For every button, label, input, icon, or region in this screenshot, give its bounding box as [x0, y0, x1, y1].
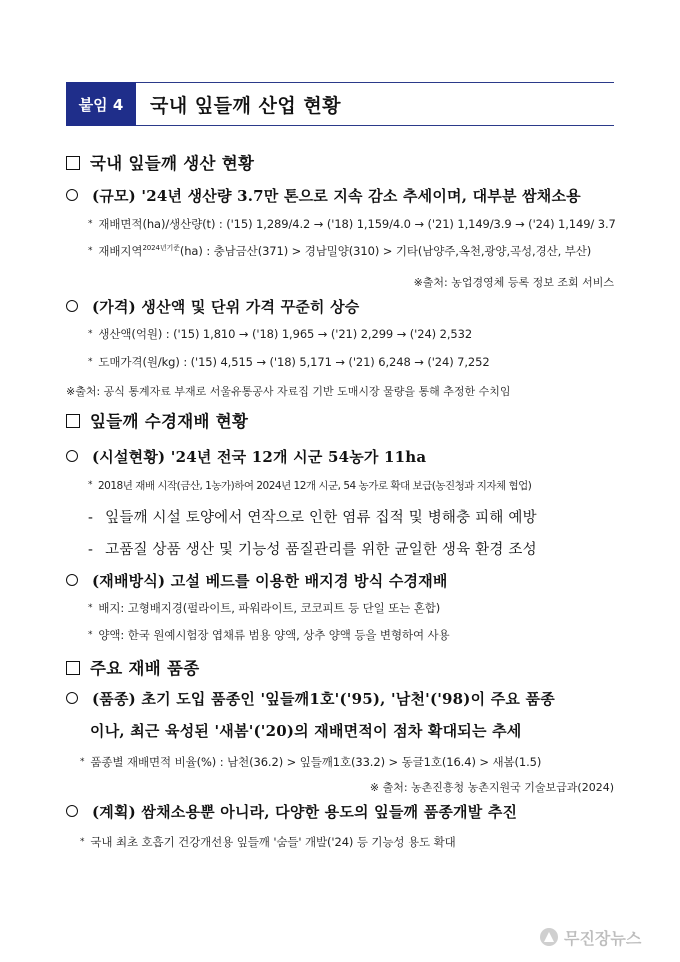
asterisk-icon: * [80, 837, 85, 847]
section-heading-text: 주요 재배 품종 [90, 659, 200, 678]
asterisk-icon: * [88, 329, 93, 339]
circle-bullet-icon [66, 300, 78, 312]
note-sumdeul [80, 834, 456, 850]
bullet-text: (계획) 쌈채소용뿐 아니라, 다양한 용도의 잎들깨 품종개발 추진 [92, 803, 518, 821]
section-heading-varieties [66, 655, 200, 679]
circle-bullet-icon [66, 574, 78, 586]
circle-bullet-icon [66, 692, 78, 704]
checkbox-square-icon [66, 414, 80, 428]
note-text: 품종별 재배면적 비율(%) : 남천(36.2) > 잎들깨1호(33.2) > 동글1호(16.4) > 새봄(1.5) [90, 755, 542, 769]
circle-bullet-icon [66, 189, 78, 201]
note-text: 도매가격(원/kg) : ('15) 4,515 → ('18) 5,171 → ('21) 6,248 → ('24) 7,252 [98, 355, 490, 369]
bullet-variety [66, 688, 555, 709]
note-text: (ha) : 충남금산(371) > 경남밀양(310) > 기타(남양주,옥천,광양,곡성,경산, 부산) [179, 244, 592, 258]
bullet-scale [66, 185, 581, 206]
section-heading-hydroponic [66, 408, 248, 432]
watermark [540, 924, 670, 950]
note-text: 재배지역 [98, 244, 143, 258]
bullet-facility [66, 446, 426, 467]
bullet-plan [66, 801, 517, 822]
section-heading-production [66, 150, 254, 174]
note-text: 2018년 재배 시작(금산, 1농가)하여 2024년 12개 시군, 54 농가로 확대 보급(농진청과 지자체 협업) [98, 480, 532, 492]
source-note: ※출처: 농업경영체 등록 정보 조회 서비스 [413, 276, 614, 289]
note-text: 생산액(억원) : ('15) 1,810 → ('18) 1,965 → ('21) 2,299 → ('24) 2,532 [98, 327, 473, 341]
asterisk-icon: * [80, 757, 85, 767]
source-note: ※ 출처: 농촌진흥청 농촌지원국 기술보급과(2024) [369, 781, 614, 794]
note-text: 양액: 한국 원예시험장 엽채류 범용 양액, 상추 양액 등을 변형하여 사용 [98, 628, 450, 642]
note-medium [88, 600, 440, 616]
dash-icon: - [88, 510, 94, 526]
note-nutrient [88, 627, 450, 643]
section-heading-text: 국내 잎들깨 생산 현황 [90, 154, 255, 173]
note-text: 배지: 고형배지경(펄라이트, 파워라이트, 코코피트 등 단일 또는 혼합) [98, 601, 441, 615]
bullet-text: (시설현황) '24년 전국 12개 시군 54농가 11ha [92, 448, 427, 466]
note-wholesale-price [88, 354, 490, 370]
asterisk-icon: * [88, 603, 93, 613]
bullet-text: (품종) 초기 도입 품종인 '잎들깨1호'('95), '남천'('98)이 주요 품종 [92, 690, 555, 708]
asterisk-icon: * [88, 480, 92, 490]
page-title: 국내 잎들깨 산업 현황 [150, 94, 342, 117]
note-production-value [88, 326, 472, 342]
circle-bullet-icon [66, 450, 78, 462]
note-region [88, 243, 591, 259]
bullet-text: (재배방식) 고설 베드를 이용한 배지경 방식 수경재배 [92, 572, 448, 590]
dash-item-quality [88, 538, 537, 559]
bullet-method [66, 570, 448, 591]
dash-text: 고품질 상품 생산 및 기능성 품질관리를 위한 균일한 생육 환경 조성 [105, 542, 537, 558]
dash-icon: - [88, 542, 94, 558]
note-area-production [88, 216, 616, 232]
note-text: 국내 최초 호흡기 건강개선용 잎들깨 '숨들' 개발('24) 등 기능성 용도 확대 [90, 835, 456, 849]
title-bar [66, 82, 614, 126]
asterisk-icon: * [88, 246, 93, 256]
asterisk-icon: * [88, 630, 93, 640]
asterisk-icon: * [88, 219, 93, 229]
bullet-text: (규모) '24년 생산량 3.7만 톤으로 지속 감소 추세이며, 대부분 쌈채소용 [92, 187, 581, 205]
bullet-text: (가격) 생산액 및 단위 가격 꾸준히 상승 [92, 298, 360, 316]
watermark-logo-icon [540, 928, 558, 946]
checkbox-square-icon [66, 156, 80, 170]
checkbox-square-icon [66, 661, 80, 675]
source-note: ※출처: 공식 통계자료 부재로 서울유통공사 자료집 기반 도매시장 물량을 통해 추정한 수치임 [66, 385, 511, 398]
note-history [88, 478, 531, 493]
bullet-price [66, 296, 359, 317]
note-text: 재배면적(ha)/생산량(t) : ('15) 1,289/4.2 → ('18) 1,159/4.0 → ('21) 1,149/3.9 → ('24) 1,149/ 3.7 [98, 217, 616, 231]
appendix-badge: 붙임 4 [66, 82, 136, 126]
bullet-variety-continued: 이나, 최근 육성된 '새봄'('20)의 재배면적이 점차 확대되는 추세 [90, 722, 522, 740]
circle-bullet-icon [66, 805, 78, 817]
section-heading-text: 잎들깨 수경재배 현황 [90, 412, 249, 431]
note-superscript: 2024년기준 [142, 244, 180, 253]
asterisk-icon: * [88, 357, 93, 367]
dash-item-prevention [88, 506, 537, 527]
note-variety-ratio [80, 754, 541, 770]
watermark-text: 무진장뉴스 [564, 928, 642, 948]
dash-text: 잎들깨 시설 토양에서 연작으로 인한 염류 집적 및 병해충 피해 예방 [105, 510, 537, 526]
